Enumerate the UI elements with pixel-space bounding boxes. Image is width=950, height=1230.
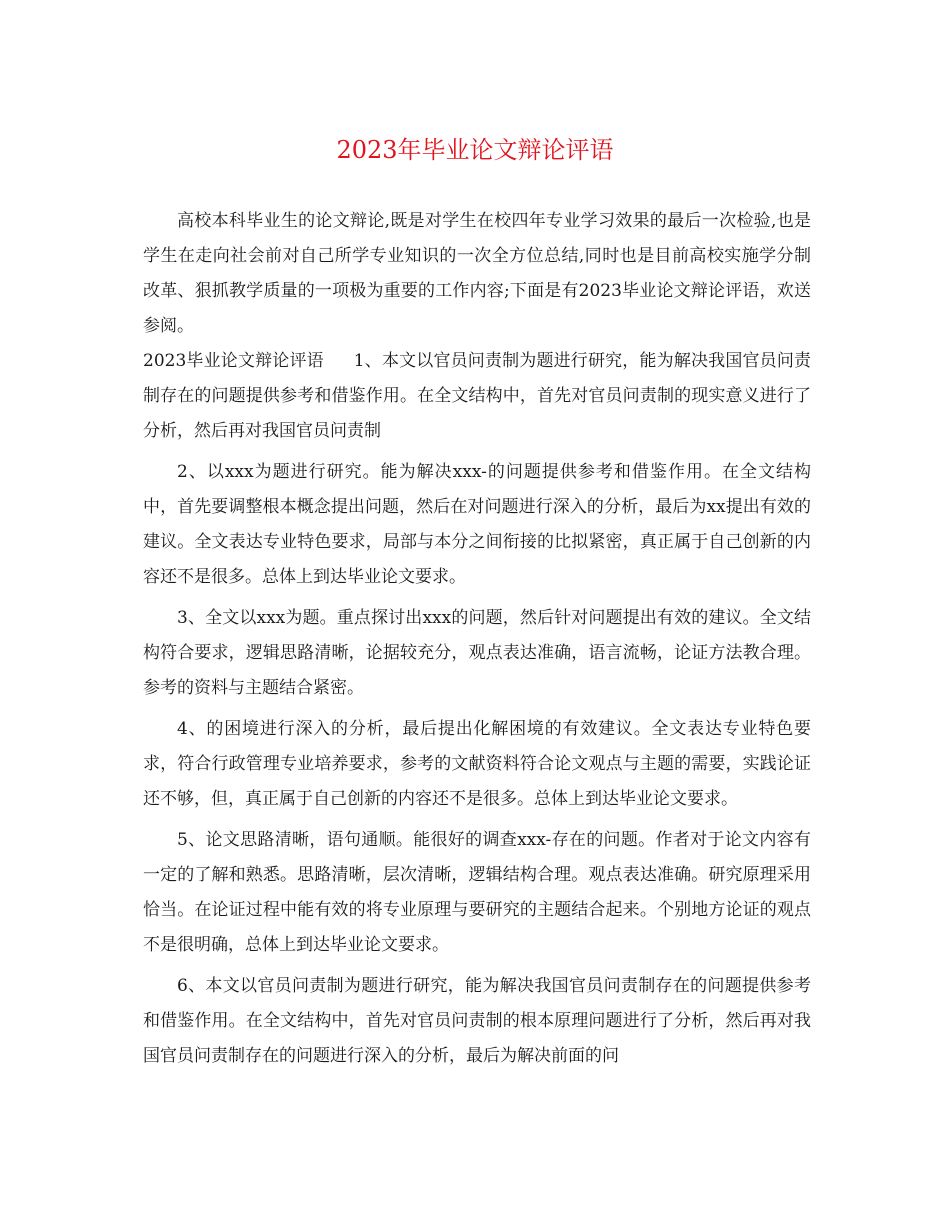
item-2-paragraph: 2、以xxx为题进行研究。能为解决xxx-的问题提供参考和借鉴作用。在全文结构中，首先要调整根本概念提出问题，然后在对问题进行深入的分析，最后为xx提出有效的建议。全文表达专业特色要求，局部与本分之间衔接的比拟紧密，真正属于自己创新的内容还不是很多。总体上到达毕业论文要求。 bbox=[143, 462, 811, 587]
page-title: 2023年毕业论文辩论评语 bbox=[336, 136, 614, 164]
item-1-text: 1、本文以官员问责制为题进行研究，能为解决我国官员问责制存在的问题提供参考和借鉴作用。在全文结构中，首先对官员问责制的现实意义进行了分析，然后再对我国官员问责制 bbox=[143, 351, 811, 441]
item-3-paragraph: 3、全文以xxx为题。重点探讨出xxx的问题，然后针对问题提出有效的建议。全文结构符合要求，逻辑思路清晰，论据较充分，观点表达准确，语言流畅，论证方法教合理。参考的资料与主题结合紧密。 bbox=[143, 608, 811, 698]
item-4-paragraph: 4、的困境进行深入的分析，最后提出化解困境的有效建议。全文表达专业特色要求，符合行政管理专业培养要求，参考的文献资料符合论文观点与主题的需要，实践论证还不够，但，真正属于自己创新的内容还不是很多。总体上到达毕业论文要求。 bbox=[143, 719, 811, 809]
document-body bbox=[143, 204, 811, 1074]
intro-paragraph: 高校本科毕业生的论文辩论,既是对学生在校四年专业学习效果的最后一次检验,也是学生在走向社会前对自己所学专业知识的一次全方位总结,同时也是目前高校实施学分制改革、狠抓教学质量的一项极为重要的工作内容;下面是有2023毕业论文辩论评语，欢送参阅。 bbox=[143, 211, 811, 336]
section-label: 2023毕业论文辩论评语 bbox=[143, 351, 324, 371]
item-5-paragraph: 5、论文思路清晰，语句通顺。能很好的调查xxx-存在的问题。作者对于论文内容有一定的了解和熟悉。思路清晰，层次清晰，逻辑结构合理。观点表达准确。研究原理采用恰当。在论证过程中能有效的将专业原理与要研究的主题结合起来。个别地方论证的观点不是很明确，总体上到达毕业论文要求。 bbox=[143, 830, 811, 955]
item-6-paragraph: 6、本文以官员问责制为题进行研究，能为解决我国官员问责制存在的问题提供参考和借鉴作用。在全文结构中，首先对官员问责制的根本原理问题进行了分析，然后再对我国官员问责制存在的问题进行深入的分析，最后为解决前面的问 bbox=[143, 976, 811, 1066]
section-paragraph-1 bbox=[143, 344, 811, 449]
